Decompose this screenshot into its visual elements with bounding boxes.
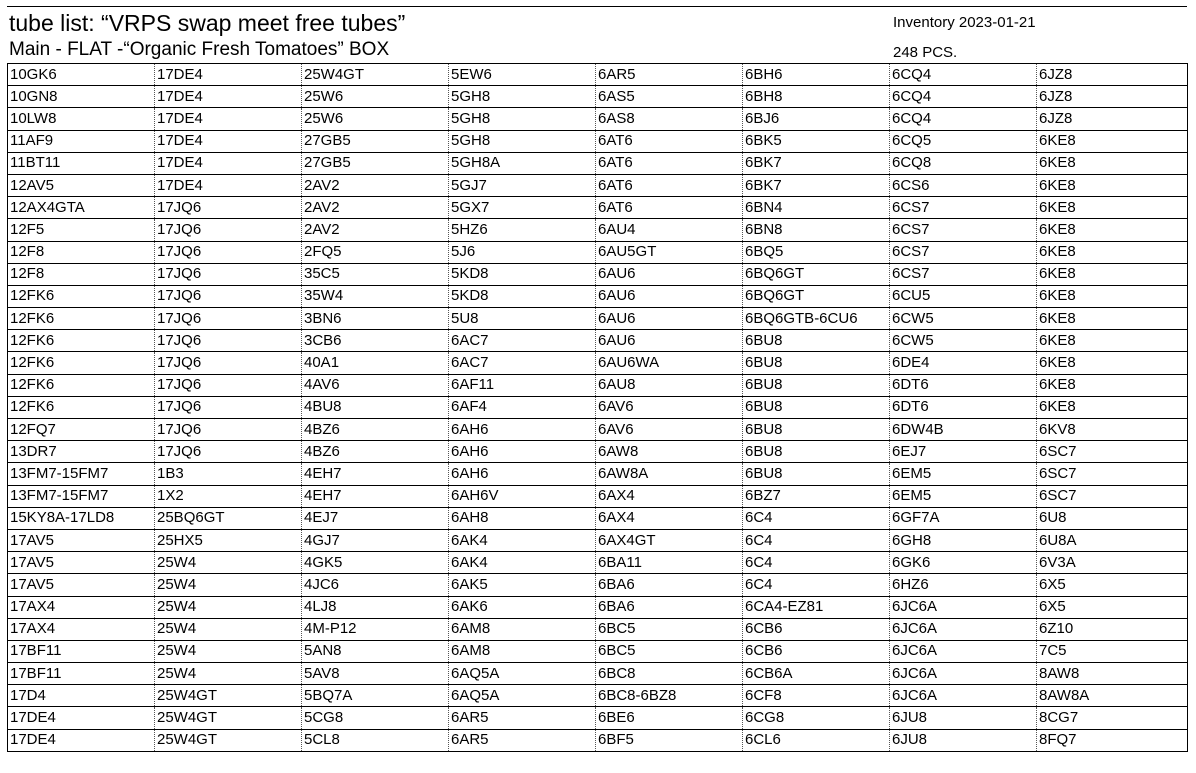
table-row xyxy=(8,130,1188,152)
table-row xyxy=(8,596,1188,618)
tube-cell: 17DE4 xyxy=(8,729,155,751)
tube-cell: 6KE8 xyxy=(1037,330,1188,352)
tube-cell: 6AQ5A xyxy=(449,685,596,707)
tube-cell: 17JQ6 xyxy=(155,241,302,263)
tube-cell: 6CB6 xyxy=(743,640,890,662)
tube-cell: 3CB6 xyxy=(302,330,449,352)
table-row xyxy=(8,396,1188,418)
tube-cell: 6AR5 xyxy=(449,707,596,729)
table-row xyxy=(8,308,1188,330)
tube-cell: 6AC7 xyxy=(449,352,596,374)
tube-cell: 6KE8 xyxy=(1037,130,1188,152)
tube-cell: 25W4GT xyxy=(302,64,449,86)
tube-cell: 6KE8 xyxy=(1037,174,1188,196)
tube-cell: 6CQ4 xyxy=(890,64,1037,86)
tube-cell: 2AV2 xyxy=(302,174,449,196)
table-row xyxy=(8,663,1188,685)
tube-cell: 6KE8 xyxy=(1037,374,1188,396)
tube-cell: 6BK5 xyxy=(743,130,890,152)
tube-cell: 25W4GT xyxy=(155,685,302,707)
tube-cell: 35W4 xyxy=(302,285,449,307)
inventory-date: Inventory 2023-01-21 xyxy=(893,14,1036,31)
tube-cell: 25W4 xyxy=(155,640,302,662)
tube-cell: 17AX4 xyxy=(8,618,155,640)
tube-cell: 6JU8 xyxy=(890,729,1037,751)
tube-cell: 4BU8 xyxy=(302,396,449,418)
tube-cell: 6AM8 xyxy=(449,640,596,662)
tube-cell: 6C4 xyxy=(743,574,890,596)
tube-cell: 17AV5 xyxy=(8,552,155,574)
tube-cell: 6BJ6 xyxy=(743,108,890,130)
tube-cell: 17JQ6 xyxy=(155,396,302,418)
tube-cell: 8AW8 xyxy=(1037,663,1188,685)
tube-cell: 35C5 xyxy=(302,263,449,285)
tube-cell: 6DT6 xyxy=(890,374,1037,396)
tube-cell: 4EH7 xyxy=(302,485,449,507)
tube-cell: 6BQ5 xyxy=(743,241,890,263)
tube-cell: 27GB5 xyxy=(302,130,449,152)
tube-cell: 6AT6 xyxy=(596,197,743,219)
sheet-subtitle: Main - FLAT -“Organic Fresh Tomatoes” BOX xyxy=(9,39,390,60)
tube-cell: 17DE4 xyxy=(155,152,302,174)
tube-cell: 6JZ8 xyxy=(1037,64,1188,86)
table-row xyxy=(8,241,1188,263)
tube-cell: 17JQ6 xyxy=(155,441,302,463)
tube-cell: 5GX7 xyxy=(449,197,596,219)
tube-cell: 6CS7 xyxy=(890,241,1037,263)
tube-cell: 6CQ4 xyxy=(890,86,1037,108)
table-row xyxy=(8,707,1188,729)
tube-cell: 1B3 xyxy=(155,463,302,485)
tube-cell: 6BN4 xyxy=(743,197,890,219)
tube-cell: 17JQ6 xyxy=(155,330,302,352)
piece-count: 248 PCS. xyxy=(893,44,958,61)
tube-cell: 6AS5 xyxy=(596,86,743,108)
tube-cell: 4GK5 xyxy=(302,552,449,574)
tube-cell: 6CB6A xyxy=(743,663,890,685)
tube-cell: 15KY8A-17LD8 xyxy=(8,507,155,529)
table-row xyxy=(8,618,1188,640)
tube-cell: 6AH6 xyxy=(449,463,596,485)
tube-cell: 6X5 xyxy=(1037,596,1188,618)
tube-cell: 5GH8 xyxy=(449,108,596,130)
tube-cell: 17JQ6 xyxy=(155,352,302,374)
tube-cell: 6KE8 xyxy=(1037,152,1188,174)
tube-cell: 12FK6 xyxy=(8,308,155,330)
table-row xyxy=(8,285,1188,307)
tube-cell: 6V3A xyxy=(1037,552,1188,574)
tube-cell: 17JQ6 xyxy=(155,285,302,307)
tube-cell: 6CA4-EZ81 xyxy=(743,596,890,618)
tube-cell: 17DE4 xyxy=(155,108,302,130)
tube-cell: 6BU8 xyxy=(743,396,890,418)
tube-cell: 6AT6 xyxy=(596,174,743,196)
tube-cell: 6AF4 xyxy=(449,396,596,418)
table-row xyxy=(8,86,1188,108)
table-row xyxy=(8,330,1188,352)
tube-cell: 6SC7 xyxy=(1037,463,1188,485)
tube-cell: 6CS7 xyxy=(890,219,1037,241)
tube-cell: 6AU5GT xyxy=(596,241,743,263)
tube-cell: 17AX4 xyxy=(8,596,155,618)
tube-cell: 6KE8 xyxy=(1037,263,1188,285)
tube-cell: 6GH8 xyxy=(890,529,1037,551)
tube-cell: 6BZ7 xyxy=(743,485,890,507)
table-row xyxy=(8,197,1188,219)
tube-cell: 6CG8 xyxy=(743,707,890,729)
tube-cell: 6JC6A xyxy=(890,685,1037,707)
tube-cell: 6AV6 xyxy=(596,419,743,441)
tube-cell: 5CG8 xyxy=(302,707,449,729)
table-row xyxy=(8,219,1188,241)
tube-cell: 6AK5 xyxy=(449,574,596,596)
tube-cell: 25W4 xyxy=(155,596,302,618)
tube-cell: 5U8 xyxy=(449,308,596,330)
tube-cell: 6BC8 xyxy=(596,663,743,685)
tube-cell: 11BT11 xyxy=(8,152,155,174)
tube-cell: 6AU6WA xyxy=(596,352,743,374)
tube-cell: 6AH6 xyxy=(449,419,596,441)
tube-cell: 5CL8 xyxy=(302,729,449,751)
tube-cell: 12FK6 xyxy=(8,396,155,418)
tube-cell: 6CQ8 xyxy=(890,152,1037,174)
tube-cell: 6CW5 xyxy=(890,308,1037,330)
tube-cell: 11AF9 xyxy=(8,130,155,152)
tube-cell: 6KE8 xyxy=(1037,241,1188,263)
tube-cell: 12FK6 xyxy=(8,285,155,307)
tube-cell: 6AM8 xyxy=(449,618,596,640)
tube-cell: 10GK6 xyxy=(8,64,155,86)
tube-cell: 6BH6 xyxy=(743,64,890,86)
tube-cell: 3BN6 xyxy=(302,308,449,330)
tube-cell: 10LW8 xyxy=(8,108,155,130)
tube-cell: 6KE8 xyxy=(1037,352,1188,374)
tube-cell: 6BA6 xyxy=(596,596,743,618)
tube-cell: 6AT6 xyxy=(596,152,743,174)
tube-cell: 6C4 xyxy=(743,507,890,529)
tube-cell: 10GN8 xyxy=(8,86,155,108)
tube-cell: 6BH8 xyxy=(743,86,890,108)
table-row xyxy=(8,263,1188,285)
tube-cell: 5KD8 xyxy=(449,285,596,307)
tube-cell: 6CS6 xyxy=(890,174,1037,196)
tube-cell: 2AV2 xyxy=(302,219,449,241)
tube-cell: 25W4GT xyxy=(155,707,302,729)
table-row xyxy=(8,729,1188,751)
tube-cell: 6AK6 xyxy=(449,596,596,618)
tube-cell: 17D4 xyxy=(8,685,155,707)
tube-cell: 6BA6 xyxy=(596,574,743,596)
tube-cell: 12FQ7 xyxy=(8,419,155,441)
tube-cell: 4M-P12 xyxy=(302,618,449,640)
tube-cell: 6BU8 xyxy=(743,441,890,463)
tube-cell: 6SC7 xyxy=(1037,441,1188,463)
tube-cell: 6BC5 xyxy=(596,640,743,662)
tube-cell: 25W4 xyxy=(155,618,302,640)
table-row xyxy=(8,152,1188,174)
table-row xyxy=(8,64,1188,86)
tube-cell: 6DT6 xyxy=(890,396,1037,418)
tube-cell: 25W4 xyxy=(155,574,302,596)
tube-cell: 17JQ6 xyxy=(155,419,302,441)
tube-cell: 6KE8 xyxy=(1037,396,1188,418)
table-row xyxy=(8,108,1188,130)
tube-cell: 6X5 xyxy=(1037,574,1188,596)
tube-cell: 12AX4GTA xyxy=(8,197,155,219)
tube-cell: 6BF5 xyxy=(596,729,743,751)
tube-cell: 6JZ8 xyxy=(1037,86,1188,108)
tube-cell: 4BZ6 xyxy=(302,419,449,441)
tube-cell: 17AV5 xyxy=(8,574,155,596)
tube-cell: 6AR5 xyxy=(449,729,596,751)
tube-cell: 4JC6 xyxy=(302,574,449,596)
tube-cell: 5GH8 xyxy=(449,130,596,152)
tube-cell: 6AU6 xyxy=(596,308,743,330)
tube-cell: 6AQ5A xyxy=(449,663,596,685)
tube-cell: 2AV2 xyxy=(302,197,449,219)
tube-cell: 6AV6 xyxy=(596,396,743,418)
tube-cell: 25W6 xyxy=(302,86,449,108)
tube-cell: 6AH6 xyxy=(449,441,596,463)
tube-cell: 17JQ6 xyxy=(155,374,302,396)
tube-cell: 6BU8 xyxy=(743,463,890,485)
tube-cell: 6CU5 xyxy=(890,285,1037,307)
tube-cell: 5AV8 xyxy=(302,663,449,685)
tube-cell: 6AS8 xyxy=(596,108,743,130)
tube-cell: 5BQ7A xyxy=(302,685,449,707)
tube-cell: 6AX4 xyxy=(596,507,743,529)
tube-cell: 6BQ6GT xyxy=(743,285,890,307)
tube-cell: 6U8 xyxy=(1037,507,1188,529)
tube-cell: 12F8 xyxy=(8,241,155,263)
tube-cell: 6JC6A xyxy=(890,596,1037,618)
tube-cell: 17AV5 xyxy=(8,529,155,551)
tube-cell: 2FQ5 xyxy=(302,241,449,263)
tube-cell: 6JU8 xyxy=(890,707,1037,729)
tube-cell: 6JZ8 xyxy=(1037,108,1188,130)
tube-cell: 6KE8 xyxy=(1037,308,1188,330)
tube-cell: 6KE8 xyxy=(1037,285,1188,307)
tube-cell: 6EM5 xyxy=(890,463,1037,485)
tube-cell: 8AW8A xyxy=(1037,685,1188,707)
tube-cell: 17JQ6 xyxy=(155,308,302,330)
tube-cell: 6AC7 xyxy=(449,330,596,352)
tube-cell: 6AU6 xyxy=(596,263,743,285)
tube-cell: 17DE4 xyxy=(155,86,302,108)
tube-cell: 6AW8 xyxy=(596,441,743,463)
tube-cell: 4EH7 xyxy=(302,463,449,485)
tube-cell: 5GH8 xyxy=(449,86,596,108)
table-row xyxy=(8,574,1188,596)
tube-cell: 5GJ7 xyxy=(449,174,596,196)
tube-cell: 25W4 xyxy=(155,663,302,685)
tube-cell: 6BU8 xyxy=(743,330,890,352)
tube-cell: 5J6 xyxy=(449,241,596,263)
table-row xyxy=(8,419,1188,441)
tube-cell: 6BK7 xyxy=(743,174,890,196)
tube-cell: 6DE4 xyxy=(890,352,1037,374)
tube-cell: 25W4 xyxy=(155,552,302,574)
tube-cell: 6KE8 xyxy=(1037,197,1188,219)
table-row xyxy=(8,529,1188,551)
table-row xyxy=(8,507,1188,529)
tube-cell: 6BN8 xyxy=(743,219,890,241)
tube-cell: 6AW8A xyxy=(596,463,743,485)
tube-cell: 6AK4 xyxy=(449,529,596,551)
tube-cell: 6AF11 xyxy=(449,374,596,396)
tube-cell: 6JC6A xyxy=(890,640,1037,662)
tube-cell: 6AU6 xyxy=(596,285,743,307)
tube-cell: 12F8 xyxy=(8,263,155,285)
tube-cell: 6AH8 xyxy=(449,507,596,529)
tube-cell: 6AR5 xyxy=(596,64,743,86)
tube-cell: 17BF11 xyxy=(8,663,155,685)
tube-cell: 25HX5 xyxy=(155,529,302,551)
tube-cell: 40A1 xyxy=(302,352,449,374)
table-row xyxy=(8,685,1188,707)
tube-cell: 17DE4 xyxy=(8,707,155,729)
tube-cell: 8CG7 xyxy=(1037,707,1188,729)
tube-cell: 17JQ6 xyxy=(155,197,302,219)
tube-cell: 12FK6 xyxy=(8,330,155,352)
tube-cell: 6BK7 xyxy=(743,152,890,174)
tube-cell: 5HZ6 xyxy=(449,219,596,241)
tube-cell: 6CS7 xyxy=(890,197,1037,219)
tube-cell: 13DR7 xyxy=(8,441,155,463)
tube-cell: 5AN8 xyxy=(302,640,449,662)
tube-cell: 17DE4 xyxy=(155,64,302,86)
tube-cell: 6GK6 xyxy=(890,552,1037,574)
table-row xyxy=(8,552,1188,574)
tube-cell: 17JQ6 xyxy=(155,263,302,285)
tube-cell: 4AV6 xyxy=(302,374,449,396)
top-rule xyxy=(7,6,1187,7)
tube-cell: 1X2 xyxy=(155,485,302,507)
tube-cell: 5KD8 xyxy=(449,263,596,285)
table-row xyxy=(8,374,1188,396)
tube-cell: 6BQ6GT xyxy=(743,263,890,285)
tube-cell: 6BE6 xyxy=(596,707,743,729)
tube-cell: 6KE8 xyxy=(1037,219,1188,241)
tube-cell: 6EJ7 xyxy=(890,441,1037,463)
tube-cell: 17JQ6 xyxy=(155,219,302,241)
tube-cell: 6GF7A xyxy=(890,507,1037,529)
tube-cell: 6CL6 xyxy=(743,729,890,751)
tube-cell: 6DW4B xyxy=(890,419,1037,441)
tube-cell: 6AK4 xyxy=(449,552,596,574)
table-row xyxy=(8,640,1188,662)
table-row xyxy=(8,174,1188,196)
tube-cell: 6CF8 xyxy=(743,685,890,707)
tube-cell: 4GJ7 xyxy=(302,529,449,551)
tube-cell: 6AU6 xyxy=(596,330,743,352)
tube-cell: 4LJ8 xyxy=(302,596,449,618)
tube-cell: 4BZ6 xyxy=(302,441,449,463)
tube-cell: 12AV5 xyxy=(8,174,155,196)
tube-cell: 6CQ5 xyxy=(890,130,1037,152)
tube-cell: 6BU8 xyxy=(743,352,890,374)
tube-cell: 6EM5 xyxy=(890,485,1037,507)
tube-cell: 6HZ6 xyxy=(890,574,1037,596)
tube-cell: 6AT6 xyxy=(596,130,743,152)
tube-cell: 12FK6 xyxy=(8,352,155,374)
tube-cell: 6CS7 xyxy=(890,263,1037,285)
tube-cell: 6Z10 xyxy=(1037,618,1188,640)
tube-cell: 13FM7-15FM7 xyxy=(8,485,155,507)
tube-cell: 6SC7 xyxy=(1037,485,1188,507)
tube-cell: 5GH8A xyxy=(449,152,596,174)
tube-cell: 6BC5 xyxy=(596,618,743,640)
tube-cell: 6JC6A xyxy=(890,618,1037,640)
tube-cell: 25BQ6GT xyxy=(155,507,302,529)
tube-cell: 6AU8 xyxy=(596,374,743,396)
tube-cell: 6BA11 xyxy=(596,552,743,574)
table-row xyxy=(8,441,1188,463)
tube-cell: 4EJ7 xyxy=(302,507,449,529)
tube-cell: 25W6 xyxy=(302,108,449,130)
tube-cell: 6AH6V xyxy=(449,485,596,507)
table-row xyxy=(8,352,1188,374)
tube-cell: 13FM7-15FM7 xyxy=(8,463,155,485)
tube-cell: 6BQ6GTB-6CU6 xyxy=(743,308,890,330)
tube-cell: 12F5 xyxy=(8,219,155,241)
tube-cell: 6CB6 xyxy=(743,618,890,640)
table-row xyxy=(8,485,1188,507)
tube-cell: 17DE4 xyxy=(155,174,302,196)
tube-cell: 6AX4GT xyxy=(596,529,743,551)
tube-cell: 6KV8 xyxy=(1037,419,1188,441)
tube-cell: 5EW6 xyxy=(449,64,596,86)
tube-cell: 25W4GT xyxy=(155,729,302,751)
tube-table xyxy=(7,63,1188,752)
tube-cell: 6CQ4 xyxy=(890,108,1037,130)
tube-cell: 6AU4 xyxy=(596,219,743,241)
tube-cell: 6JC6A xyxy=(890,663,1037,685)
tube-cell: 8FQ7 xyxy=(1037,729,1188,751)
tube-cell: 12FK6 xyxy=(8,374,155,396)
tube-cell: 6C4 xyxy=(743,552,890,574)
tube-cell: 6BU8 xyxy=(743,374,890,396)
tube-cell: 6AX4 xyxy=(596,485,743,507)
table-row xyxy=(8,463,1188,485)
tube-cell: 6BU8 xyxy=(743,419,890,441)
tube-cell: 6U8A xyxy=(1037,529,1188,551)
tube-cell: 27GB5 xyxy=(302,152,449,174)
tube-cell: 6CW5 xyxy=(890,330,1037,352)
tube-cell: 7C5 xyxy=(1037,640,1188,662)
tube-cell: 6BC8-6BZ8 xyxy=(596,685,743,707)
tube-cell: 6C4 xyxy=(743,529,890,551)
tube-cell: 17DE4 xyxy=(155,130,302,152)
sheet-title: tube list: “VRPS swap meet free tubes” xyxy=(9,10,406,36)
tube-cell: 17BF11 xyxy=(8,640,155,662)
